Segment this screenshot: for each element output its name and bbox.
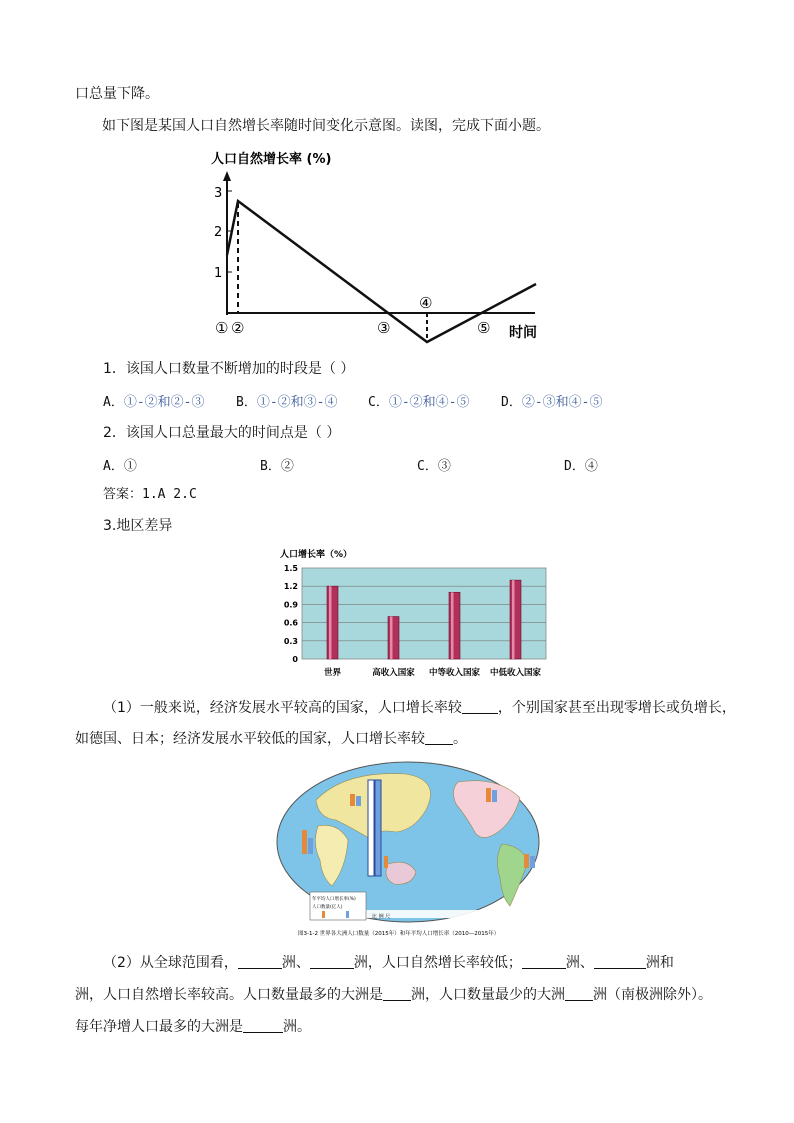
bar-highlight-3 xyxy=(512,580,515,659)
bar-1 xyxy=(388,617,399,659)
growth-rate-bar-chart xyxy=(270,545,552,685)
blank-2-1[interactable] xyxy=(238,954,282,969)
graph-xlabel: 时间 xyxy=(509,325,537,341)
bar-highlight-1 xyxy=(390,617,393,659)
map-legend-growth: 年平均人口增长率(%) xyxy=(312,897,356,902)
y-tick-label: 1.2 xyxy=(283,582,298,592)
x-category-label: 世界 xyxy=(323,668,342,678)
q1-option-c[interactable]: C．①-②和④-⑤ xyxy=(368,395,470,410)
bar-highlight-2 xyxy=(451,592,454,659)
q2-stem: 2．该国人口总量最大的时间点是（ ） xyxy=(103,425,341,441)
blank-2-6[interactable] xyxy=(565,986,593,1001)
paragraph-1: （1）一般来说，经济发展水平较高的国家，人口增长率较 ，个别国家甚至出现零增长或负增长， xyxy=(103,700,736,716)
q1-stem: 1．该国人口数量不断增加的时段是（ ） xyxy=(103,361,355,377)
point-5-label: ⑤ xyxy=(477,319,491,337)
paragraph-2-end: 每年净增人口最多的大洲是 洲。 xyxy=(75,1019,311,1035)
point-2-label: ② xyxy=(231,319,245,337)
blank-2-2[interactable] xyxy=(310,954,354,969)
map-scale: 比 例 尺 xyxy=(372,914,391,920)
x-category-label: 高收入国家 xyxy=(372,668,415,678)
question-intro: 如下图是某国人口自然增长率随时间变化示意图。读图，完成下面小题。 xyxy=(102,118,550,134)
bar-plot-area xyxy=(302,568,546,659)
blank-2-7[interactable] xyxy=(243,1018,283,1033)
y-tick-label: 1.5 xyxy=(283,564,298,573)
bar-3 xyxy=(510,580,521,659)
y-tick-label: 0.3 xyxy=(283,636,298,646)
bar-highlight-0 xyxy=(329,586,332,659)
q2-option-d[interactable]: D．④ xyxy=(564,459,598,474)
q1-option-b[interactable]: B．①-②和③-④ xyxy=(236,395,338,410)
bar-2 xyxy=(449,592,460,659)
blank-1-1[interactable] xyxy=(462,699,498,714)
y-tick-3: 3 xyxy=(214,186,223,201)
q1-option-a[interactable]: A．①-②和②-③ xyxy=(103,395,205,410)
map-caption: 图3-1-2 世界各大洲人口数量（2015年）和年平均人口增长率（2010—2015年） xyxy=(298,931,500,937)
y-tick-label: 0 xyxy=(292,655,298,664)
growth-rate-graph xyxy=(205,145,550,345)
point-3-label: ③ xyxy=(377,319,391,337)
point-1-label: ① xyxy=(215,319,229,337)
intro-tail: 口总量下降。 xyxy=(75,86,159,102)
paragraph-2-cont: 洲，人口自然增长率较高。人口数量最多的大洲是 洲，人口数量最少的大洲 洲（南极洲除外）。 xyxy=(75,987,712,1003)
y-tick-2: 2 xyxy=(214,225,223,240)
bar-chart-ylabel: 人口增长率（%） xyxy=(280,550,353,560)
answer-line: 答案：1.A 2.C xyxy=(103,487,197,502)
y-tick-label: 0.9 xyxy=(283,600,298,610)
point-4-label: ④ xyxy=(419,294,433,312)
q2-option-c[interactable]: C．③ xyxy=(417,459,451,474)
blank-1-2[interactable] xyxy=(425,730,453,745)
q2-option-a[interactable]: A．① xyxy=(103,459,137,474)
x-category-label: 中低收入国家 xyxy=(489,668,542,678)
q2-option-b[interactable]: B．② xyxy=(260,459,294,474)
blank-2-5[interactable] xyxy=(383,986,411,1001)
y-tick-label: 0.6 xyxy=(283,618,298,628)
x-category-label: 中等收入国家 xyxy=(428,668,481,678)
blank-2-3[interactable] xyxy=(522,954,566,969)
bar-0 xyxy=(327,586,338,659)
paragraph-1-cont: 如德国、日本；经济发展水平较低的国家，人口增长率较 。 xyxy=(75,731,467,747)
map-legend-population: 人口数量(亿人) xyxy=(312,905,343,910)
section3-title: 3.地区差异 xyxy=(103,518,173,534)
graph-ylabel: 人口自然增长率 (%) xyxy=(211,152,332,167)
world-population-map xyxy=(276,760,540,940)
blank-2-4[interactable] xyxy=(594,954,646,969)
paragraph-2: （2）从全球范围看， 洲、 洲，人口自然增长率较低； 洲、 洲和 xyxy=(103,955,674,971)
y-tick-1: 1 xyxy=(214,266,223,281)
q1-option-d[interactable]: D．②-③和④-⑤ xyxy=(501,395,603,410)
